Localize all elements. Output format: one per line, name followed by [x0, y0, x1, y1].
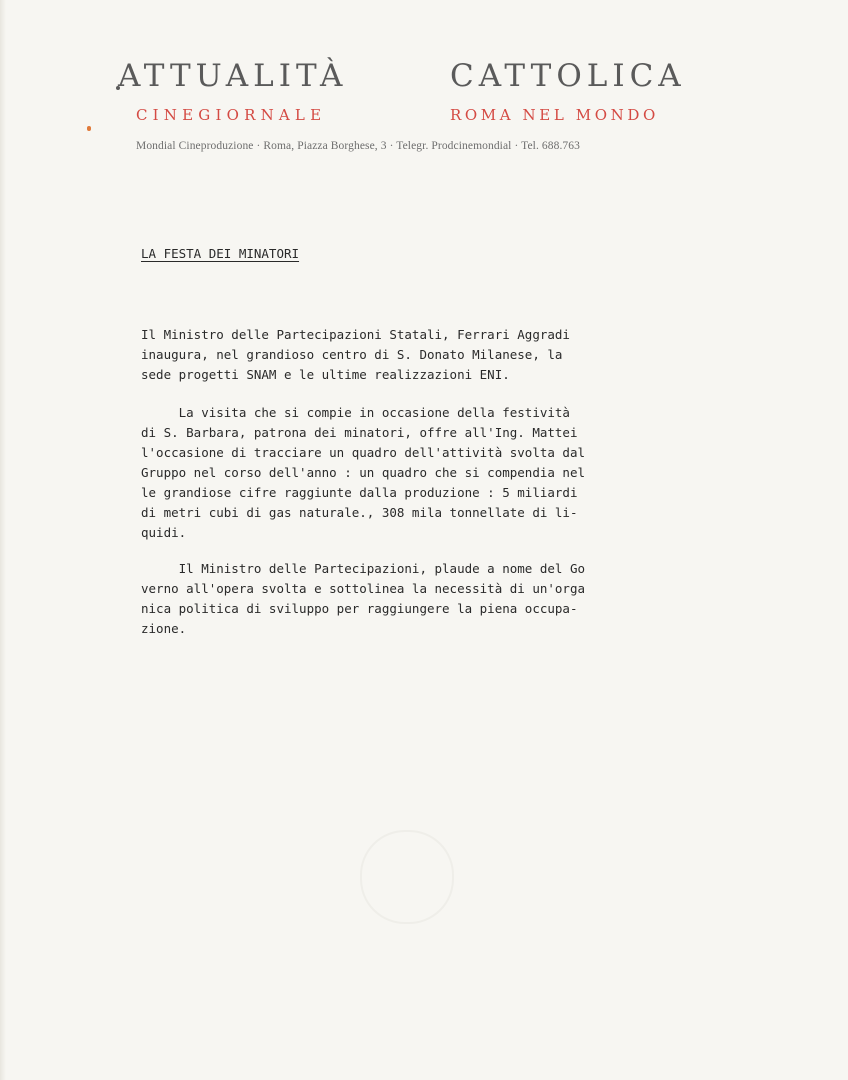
- letterhead-subtitle-left: CINEGIORNALE: [136, 106, 327, 124]
- text-line: Il Ministro delle Partecipazioni Statali, Ferrari Aggradi: [141, 327, 570, 342]
- letterhead-subtitle: [136, 106, 736, 124]
- margin-mark: [87, 126, 91, 131]
- letterhead-address: Mondial Cineproduzione · Roma, Piazza Borghese, 3 · Telegr. Prodcinemondial · Tel. 688.763: [136, 140, 580, 152]
- text-line: di metri cubi di gas naturale., 308 mila tonnellate di li-: [141, 505, 578, 520]
- text-line: verno all'opera svolta e sottolinea la necessità di un'orga: [141, 581, 586, 596]
- letterhead-title: [118, 58, 718, 94]
- letterhead-subtitle-right: ROMA NEL MONDO: [450, 106, 659, 124]
- text-line: Gruppo nel corso dell'anno : un quadro che si compendia nel: [141, 465, 586, 480]
- text-line: Il Ministro delle Partecipazioni, plaude a nome del Go: [141, 561, 586, 576]
- paragraph-2: [141, 403, 585, 543]
- text-line: inaugura, nel grandioso centro di S. Donato Milanese, la: [141, 347, 563, 362]
- text-line: zione.: [141, 621, 187, 636]
- paragraph-1: [141, 325, 570, 385]
- text-line: di S. Barbara, patrona dei minatori, offre all'Ing. Mattei: [141, 425, 578, 440]
- text-line: l'occasione di tracciare un quadro dell'attività svolta dal: [141, 445, 586, 460]
- letterhead-title-right: CATTOLICA: [450, 58, 686, 94]
- text-line: le grandiose cifre raggiunte dalla produzione : 5 miliardi: [141, 485, 578, 500]
- text-line: sede progetti SNAM e le ultime realizzazioni ENI.: [141, 367, 510, 382]
- text-line: La visita che si compie in occasione della festività: [141, 405, 570, 420]
- text-line: nica politica di sviluppo per raggiungere la piena occupa-: [141, 601, 578, 616]
- document-title: LA FESTA DEI MINATORI: [141, 246, 300, 261]
- paragraph-3: [141, 559, 585, 639]
- paper-edge: [0, 0, 6, 1080]
- letterhead-title-left: ATTUALITÀ: [118, 58, 348, 94]
- text-line: quidi.: [141, 525, 187, 540]
- show-through-emblem: [360, 830, 454, 924]
